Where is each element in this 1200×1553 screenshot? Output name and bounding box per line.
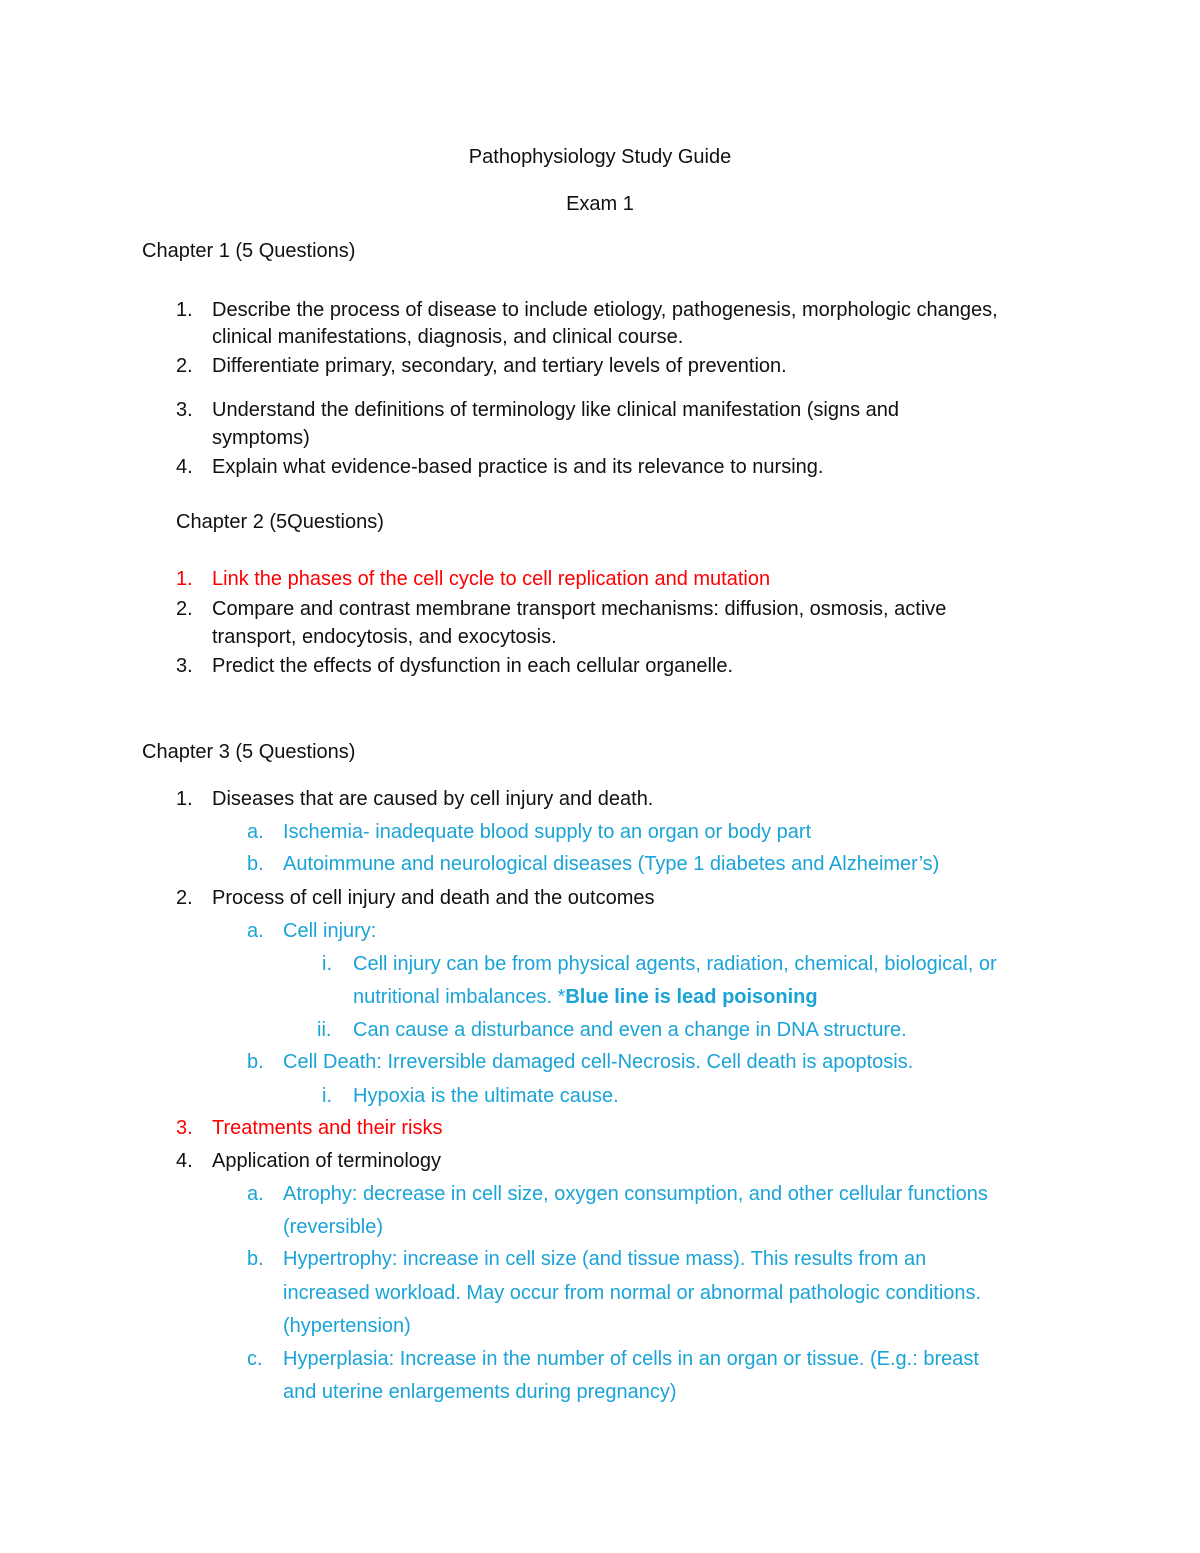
document-title: Pathophysiology Study Guide (468, 146, 732, 168)
list-item-number: 1. (176, 788, 193, 810)
sub-item-letter: a. (247, 1183, 264, 1205)
list-item-text-highlight: Treatments and their risks (212, 1117, 443, 1139)
sub-item-letter: b. (247, 853, 264, 875)
list-item-number: 2. (176, 887, 193, 909)
sub-item-text: and uterine enlargements during pregnancy) (283, 1381, 677, 1403)
list-item-number: 1. (176, 299, 193, 321)
list-item-number: 2. (176, 355, 193, 377)
chapter-2-heading: Chapter 2 (5Questions) (176, 511, 384, 533)
list-item-number: 2. (176, 598, 193, 620)
list-item-number: 3. (176, 1117, 193, 1139)
sub-sub-item-text: Can cause a disturbance and even a change in DNA structure. (353, 1019, 907, 1041)
sub-sub-item-numeral: i. (322, 953, 332, 975)
sub-sub-item-numeral: ii. (317, 1019, 332, 1041)
sub-item-letter: a. (247, 821, 264, 843)
list-item-text: Explain what evidence-based practice is and its relevance to nursing. (212, 456, 824, 478)
list-item-text: Diseases that are caused by cell injury and death. (212, 788, 654, 810)
list-item-text: symptoms) (212, 427, 310, 449)
list-item-text: Describe the process of disease to include etiology, pathogenesis, morphologic changes, (212, 299, 998, 321)
list-item-text: Predict the effects of dysfunction in each cellular organelle. (212, 655, 734, 677)
list-item-number: 4. (176, 456, 193, 478)
sub-item-text: Ischemia- inadequate blood supply to an organ or body part (283, 821, 812, 843)
list-item-text: transport, endocytosis, and exocytosis. (212, 626, 557, 648)
sub-item-text: Hypertrophy: increase in cell size (and tissue mass). This results from an (283, 1248, 927, 1270)
sub-sub-item-emphasis: Blue line is lead poisoning (565, 986, 818, 1008)
sub-item-text: Autoimmune and neurological diseases (Type 1 diabetes and Alzheimer’s) (283, 853, 940, 875)
sub-item-text: Cell Death: Irreversible damaged cell-Necrosis. Cell death is apoptosis. (283, 1051, 914, 1073)
chapter-1-heading: Chapter 1 (5 Questions) (142, 240, 356, 262)
sub-item-text: Cell injury: (283, 920, 377, 942)
list-item-number: 1. (176, 568, 193, 590)
sub-item-text: Atrophy: decrease in cell size, oxygen consumption, and other cellular functions (283, 1183, 988, 1205)
list-item-text: Understand the definitions of terminology like clinical manifestation (signs and (212, 399, 900, 421)
list-item-text: Process of cell injury and death and the outcomes (212, 887, 655, 909)
list-item-text: Application of terminology (212, 1150, 442, 1172)
sub-item-text: Hyperplasia: Increase in the number of cells in an organ or tissue. (E.g.: breast (283, 1348, 979, 1370)
document-subtitle: Exam 1 (566, 193, 634, 215)
list-item-number: 3. (176, 399, 193, 421)
sub-sub-item-text: nutritional imbalances. * (353, 986, 566, 1008)
sub-item-letter: b. (247, 1248, 264, 1270)
list-item-number: 3. (176, 655, 193, 677)
sub-item-letter: a. (247, 920, 264, 942)
sub-sub-item-text-line (353, 985, 818, 1009)
sub-sub-item-numeral: i. (322, 1085, 332, 1107)
list-item-text: clinical manifestations, diagnosis, and clinical course. (212, 326, 684, 348)
sub-item-text: (hypertension) (283, 1315, 411, 1337)
list-item-text: Compare and contrast membrane transport mechanisms: diffusion, osmosis, active (212, 598, 947, 620)
chapter-3-heading: Chapter 3 (5 Questions) (142, 741, 356, 763)
sub-item-text: (reversible) (283, 1216, 384, 1238)
list-item-text: Differentiate primary, secondary, and tertiary levels of prevention. (212, 355, 787, 377)
list-item-text-highlight: Link the phases of the cell cycle to cell replication and mutation (212, 568, 771, 590)
sub-sub-item-text: Hypoxia is the ultimate cause. (353, 1085, 619, 1107)
sub-item-text: increased workload. May occur from normal or abnormal pathologic conditions. (283, 1282, 982, 1304)
sub-item-letter: c. (247, 1348, 263, 1370)
sub-sub-item-text: Cell injury can be from physical agents, radiation, chemical, biological, or (353, 953, 997, 975)
sub-item-letter: b. (247, 1051, 264, 1073)
list-item-number: 4. (176, 1150, 193, 1172)
